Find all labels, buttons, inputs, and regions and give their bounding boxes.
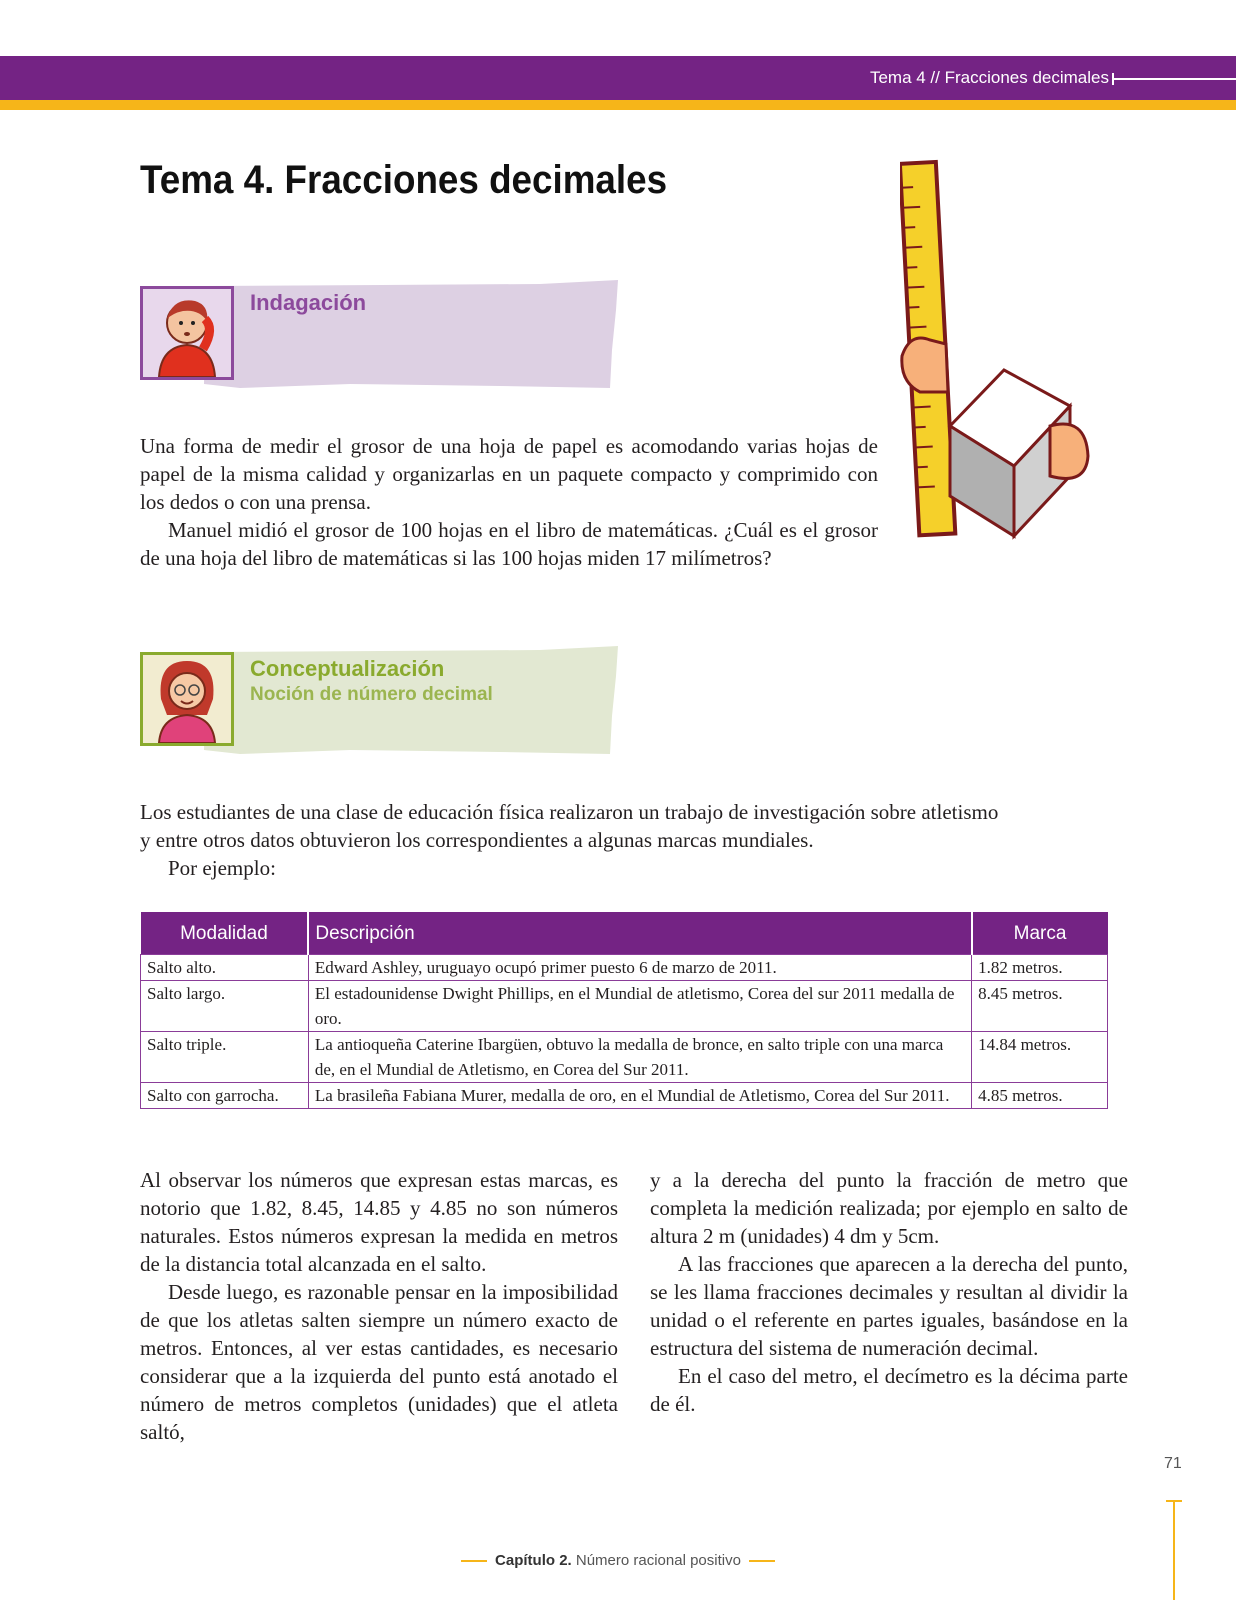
conceptualizacion-intro <box>140 798 1010 882</box>
cell-modalidad: Salto con garrocha. <box>141 1083 309 1109</box>
cell-marca: 4.85 metros. <box>972 1083 1108 1109</box>
cell-descripcion: La antioqueña Caterine Ibargüen, obtuvo la medalla de bronce, en salto triple con una marca de, en el Mundial de Atletismo, en Corea del Sur 2011. <box>308 1032 971 1083</box>
right-paragraph-3: En el caso del metro, el decímetro es la décima parte de él. <box>650 1364 1128 1416</box>
running-title: Tema 4 // Fracciones decimales <box>869 68 1109 87</box>
table-row <box>141 981 1108 1032</box>
header-descripcion: Descripción <box>308 912 971 955</box>
conceptualizacion-label: Conceptualización <box>250 656 445 681</box>
cell-modalidad: Salto triple. <box>141 1032 309 1083</box>
indagacion-paragraph-1: Una forma de medir el grosor de una hoja de papel es acomodando varias hojas de papel de la misma calidad y organizarlas en un paquete compacto y comprimido con los dedos o con una prensa. <box>140 434 878 514</box>
indagacion-text <box>140 432 878 572</box>
ruler-paper-illustration-icon <box>900 156 1090 556</box>
indagacion-label: Indagación <box>250 290 367 315</box>
table-row <box>141 1032 1108 1083</box>
cell-descripcion: La brasileña Fabiana Murer, medalla de oro, en el Mundial de Atletismo, Corea del Sur 2011. <box>308 1083 971 1109</box>
footer-bar-right <box>749 1560 775 1562</box>
conceptualizacion-intro-2: Por ejemplo: <box>168 856 276 880</box>
cell-marca: 14.84 metros. <box>972 1032 1108 1083</box>
conceptualizacion-banner <box>140 646 620 756</box>
header-modalidad: Modalidad <box>141 912 309 955</box>
cell-modalidad: Salto largo. <box>141 981 309 1032</box>
indagacion-paragraph-2: Manuel midió el grosor de 100 hojas en el libro de matemáticas. ¿Cuál es el grosor de una hoja del libro de matemáticas si las 100 hojas miden 17 milímetros? <box>140 518 878 570</box>
header-line <box>1112 78 1236 80</box>
page-number: 71 <box>1164 1455 1182 1472</box>
cell-marca: 8.45 metros. <box>972 981 1108 1032</box>
page-title: Tema 4. Fracciones decimales <box>140 158 668 202</box>
conceptualizacion-intro-1: Los estudiantes de una clase de educación física realizaron un trabajo de investigación sobre atletismo y entre otros datos obtuvieron los correspondientes a algunas marcas mundiales. <box>140 800 999 852</box>
right-paragraph-1: y a la derecha del punto la fracción de metro que completa la medición realizada; por ejemplo en salto de altura 2 m (unidades) 4 dm y 5cm. <box>650 1168 1128 1248</box>
cell-descripcion: El estadounidense Dwight Phillips, en el Mundial de atletismo, Corea del sur 2011 medalla de oro. <box>308 981 971 1032</box>
table-row <box>141 1083 1108 1109</box>
conceptualizacion-sublabel: Noción de número decimal <box>250 684 493 705</box>
boy-thinking-icon <box>140 286 234 380</box>
right-paragraph-2: A las fracciones que aparecen a la derecha del punto, se les llama fracciones decimales y resultan al dividir la unidad o el referente en partes iguales, basándose en la estructura del sistema de numeración decimal. <box>650 1252 1128 1360</box>
right-column <box>650 1166 1128 1418</box>
left-column <box>140 1166 618 1446</box>
header-stripe <box>0 100 1236 110</box>
girl-teacher-icon <box>140 652 234 746</box>
table-header-row <box>141 912 1108 955</box>
records-table <box>140 912 1108 1109</box>
cell-descripcion: Edward Ashley, uruguayo ocupó primer puesto 6 de marzo de 2011. <box>308 955 971 981</box>
cell-marca: 1.82 metros. <box>972 955 1108 981</box>
header-marca: Marca <box>972 912 1108 955</box>
footer <box>0 1552 1236 1569</box>
footer-chapter-title: Número racional positivo <box>575 1552 741 1569</box>
indagacion-banner <box>140 280 620 390</box>
footer-bar-left <box>461 1560 487 1562</box>
side-line <box>1173 1500 1175 1600</box>
table-row <box>141 955 1108 981</box>
cell-modalidad: Salto alto. <box>141 955 309 981</box>
left-paragraph-2: Desde luego, es razonable pensar en la imposibilidad de que los atletas salten siempre un número exacto de metros. Entonces, al ver estas cantidades, es necesario considerar que a la izquierda del punto está anotado el número de metros completos (unidades) que el atleta saltó, <box>140 1280 618 1444</box>
footer-chapter: Capítulo 2. <box>495 1552 572 1569</box>
left-paragraph-1: Al observar los números que expresan estas marcas, es notorio que 1.82, 8.45, 14.85 y 4.85 no son números naturales. Estos números expresan la medida en metros de la distancia total alcanzada en el salto. <box>140 1168 618 1276</box>
